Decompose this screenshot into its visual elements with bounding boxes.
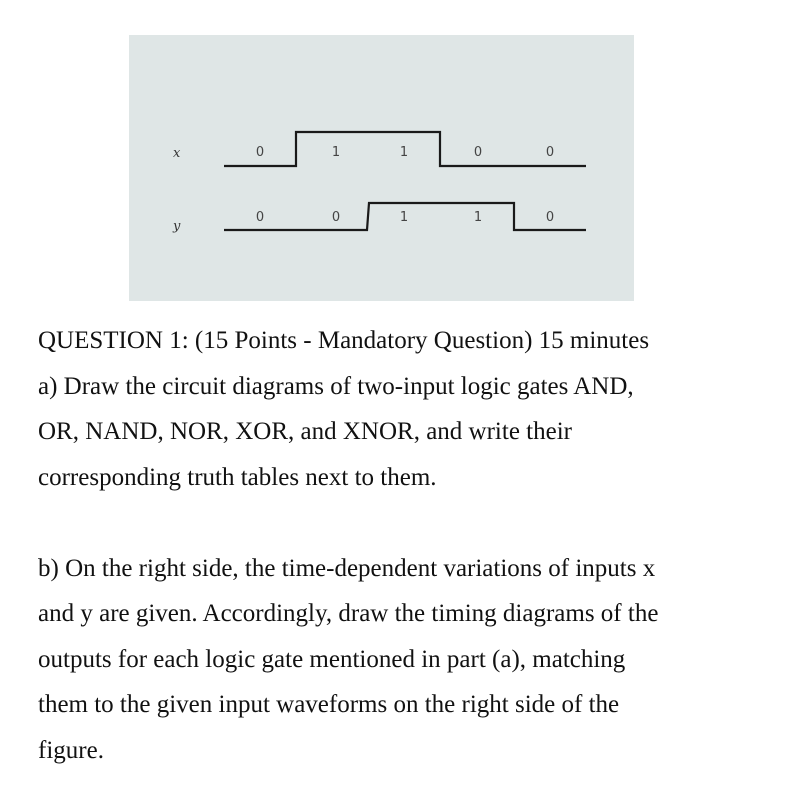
- part-b-line-5: figure.: [38, 736, 104, 764]
- y-bit-5: 0: [545, 210, 555, 225]
- timing-diagram-svg: [129, 35, 634, 301]
- signal-y-label: y: [173, 219, 181, 234]
- x-bit-4: 0: [473, 145, 483, 160]
- part-b-line-3: outputs for each logic gate mentioned in part (a), matching: [38, 645, 626, 673]
- y-bit-1: 0: [255, 210, 265, 225]
- question-text: [38, 318, 768, 773]
- timing-diagram-figure: [129, 35, 634, 301]
- paragraph-spacer: [38, 500, 768, 546]
- part-b-line-1: b) On the right side, the time-dependent variations of inputs x: [38, 554, 656, 582]
- x-bit-2: 1: [331, 145, 341, 160]
- part-a-line-3: corresponding truth tables next to them.: [38, 463, 437, 491]
- signal-x-label: x: [173, 146, 181, 161]
- x-bit-5: 0: [545, 145, 555, 160]
- y-bit-4: 1: [473, 210, 483, 225]
- y-bit-3: 1: [399, 210, 409, 225]
- y-bit-2: 0: [331, 210, 341, 225]
- question-heading: QUESTION 1: (15 Points - Mandatory Question) 15 minutes: [38, 327, 650, 354]
- x-bit-3: 1: [399, 145, 409, 160]
- part-b-line-4: them to the given input waveforms on the right side of the: [38, 691, 620, 718]
- part-a-line-2: OR, NAND, NOR, XOR, and XNOR, and write their: [38, 418, 572, 445]
- part-b-line-2: and y are given. Accordingly, draw the timing diagrams of the: [38, 600, 659, 627]
- x-bit-1: 0: [255, 145, 265, 160]
- part-a-line-1: a) Draw the circuit diagrams of two-input logic gates AND,: [38, 372, 634, 400]
